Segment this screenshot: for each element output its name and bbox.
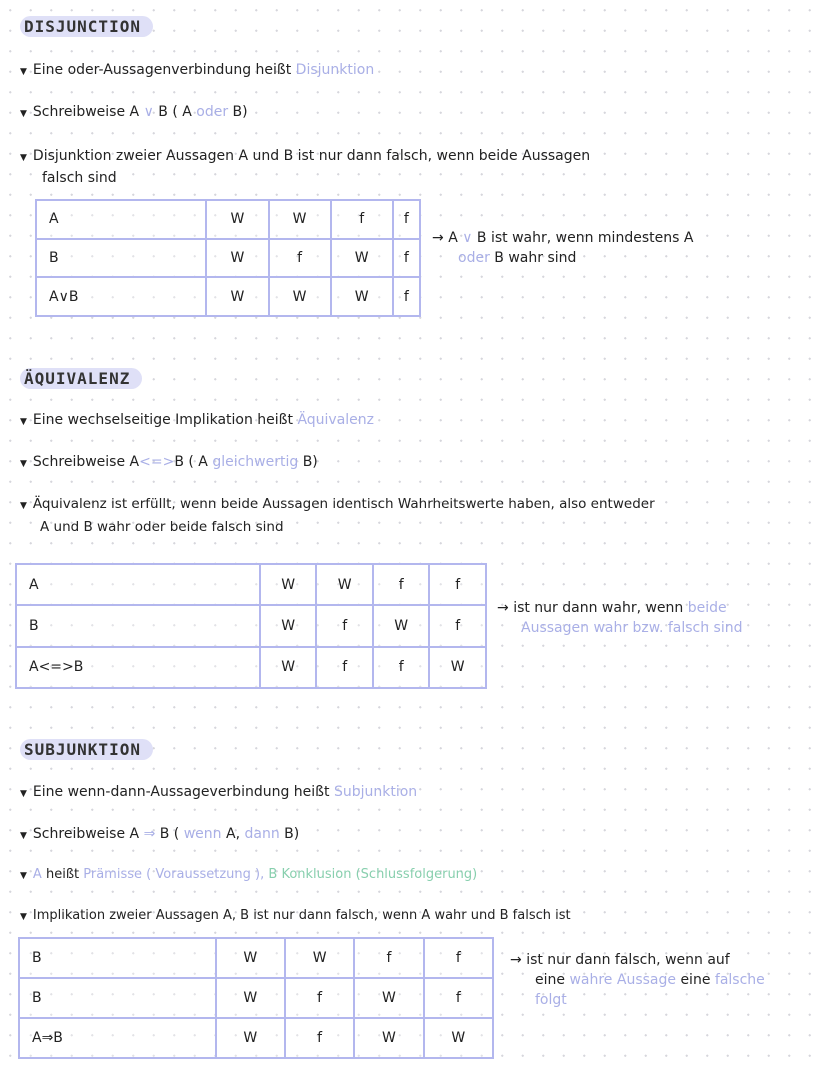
truth-value-cell: f (429, 605, 486, 646)
truth-value-cell: f (354, 938, 423, 978)
truth-value-cell: W (429, 647, 486, 688)
table-row (16, 564, 486, 605)
table-row (36, 239, 420, 278)
section-title-subjunction: SUBJUNKTION (20, 739, 153, 760)
row-label: A⇒B (19, 1018, 216, 1058)
truth-value-cell: f (373, 647, 430, 688)
truth-value-cell: f (393, 239, 420, 278)
bullet-equivalence-rule: ▼ Äquivalenz ist erfüllt, wenn beide Aussagen identisch Wahrheitswerte haben, also entweder A und B wahr oder beide falsch sind (20, 496, 655, 535)
bullet-icon: ▼ (20, 871, 27, 881)
bullet-subjunction-definition: ▼ Eine wenn-dann-Aussageverbindung heißt Subjunktion (20, 784, 418, 800)
truth-value-cell: f (424, 938, 493, 978)
truth-value-cell: f (269, 239, 331, 278)
truth-value-cell: W (260, 564, 317, 605)
row-label: A (36, 200, 206, 239)
bullet-icon: ▼ (20, 67, 27, 77)
truth-table-equivalence (15, 563, 487, 689)
note-equivalence: → ist nur dann wahr, wenn beide Aussagen wahr bzw. falsch sind (497, 600, 743, 636)
bullet-icon: ▼ (20, 459, 27, 469)
truth-value-cell: W (354, 978, 423, 1018)
row-label: B (19, 978, 216, 1018)
row-label: B (19, 938, 216, 978)
note-subjunction: → ist nur dann falsch, wenn auf eine wahre Aussage eine falsche folgt (510, 952, 765, 1008)
table-row (19, 978, 493, 1018)
bullet-subjunction-premise: ▼ A heißt Prämisse ( Voraussetzung ), B Konklusion (Schlussfolgerung) (20, 867, 478, 882)
bullet-subjunction-rule: ▼ Implikation zweier Aussagen A, B ist nur dann falsch, wenn A wahr und B falsch ist (20, 908, 571, 923)
truth-value-cell: f (285, 1018, 354, 1058)
table-row (19, 938, 493, 978)
section-title-disjunction: DISJUNCTION (20, 16, 153, 37)
table-row (36, 200, 420, 239)
truth-value-cell: W (216, 978, 285, 1018)
row-label: A∨B (36, 277, 206, 316)
truth-value-cell: W (331, 239, 393, 278)
truth-value-cell: W (285, 938, 354, 978)
truth-value-cell: W (206, 200, 268, 239)
truth-value-cell: f (316, 647, 373, 688)
row-label: A<=>B (16, 647, 260, 688)
truth-value-cell: W (206, 239, 268, 278)
truth-value-cell: f (424, 978, 493, 1018)
bullet-disjunction-rule: ▼ Disjunktion zweier Aussagen A und B ist nur dann falsch, wenn beide Aussagen falsch sind (20, 148, 591, 186)
bullet-icon: ▼ (20, 417, 27, 427)
truth-table-disjunction (35, 199, 421, 317)
truth-value-cell: W (216, 1018, 285, 1058)
truth-value-cell: W (269, 200, 331, 239)
truth-value-cell: f (331, 200, 393, 239)
truth-value-cell: f (316, 605, 373, 646)
bullet-equivalence-notation: ▼ Schreibweise A<=>B ( A gleichwertig B) (20, 454, 318, 470)
note-disjunction: → A ∨ B ist wahr, wenn mindestens A oder B wahr sind (432, 230, 694, 266)
table-row (16, 605, 486, 646)
truth-value-cell: f (429, 564, 486, 605)
truth-value-cell: W (354, 1018, 423, 1058)
truth-value-cell: f (393, 277, 420, 316)
table-row (16, 647, 486, 688)
truth-value-cell: f (373, 564, 430, 605)
truth-value-cell: W (424, 1018, 493, 1058)
truth-value-cell: W (206, 277, 268, 316)
table-row (19, 1018, 493, 1058)
table-row (36, 277, 420, 316)
section-title-equivalence: ÄQUIVALENZ (20, 368, 142, 389)
truth-value-cell: f (393, 200, 420, 239)
truth-value-cell: W (269, 277, 331, 316)
bullet-disjunction-definition: ▼ Eine oder-Aussagenverbindung heißt Disjunktion (20, 62, 375, 78)
bullet-icon: ▼ (20, 789, 27, 799)
row-label: A (16, 564, 260, 605)
bullet-icon: ▼ (20, 912, 27, 922)
bullet-disjunction-notation: ▼ Schreibweise A ∨ B ( A oder B) (20, 104, 248, 120)
truth-value-cell: W (216, 938, 285, 978)
row-label: B (16, 605, 260, 646)
bullet-icon: ▼ (20, 109, 27, 119)
bullet-icon: ▼ (20, 153, 27, 163)
truth-value-cell: W (331, 277, 393, 316)
truth-value-cell: f (285, 978, 354, 1018)
truth-value-cell: W (316, 564, 373, 605)
row-label: B (36, 239, 206, 278)
bullet-equivalence-definition: ▼ Eine wechselseitige Implikation heißt Äquivalenz (20, 412, 375, 428)
bullet-icon: ▼ (20, 501, 27, 511)
truth-value-cell: W (260, 647, 317, 688)
truth-value-cell: W (260, 605, 317, 646)
bullet-icon: ▼ (20, 831, 27, 841)
bullet-subjunction-notation: ▼ Schreibweise A ⇒ B ( wenn A, dann B) (20, 826, 300, 842)
truth-value-cell: W (373, 605, 430, 646)
truth-table-subjunction (18, 937, 494, 1059)
